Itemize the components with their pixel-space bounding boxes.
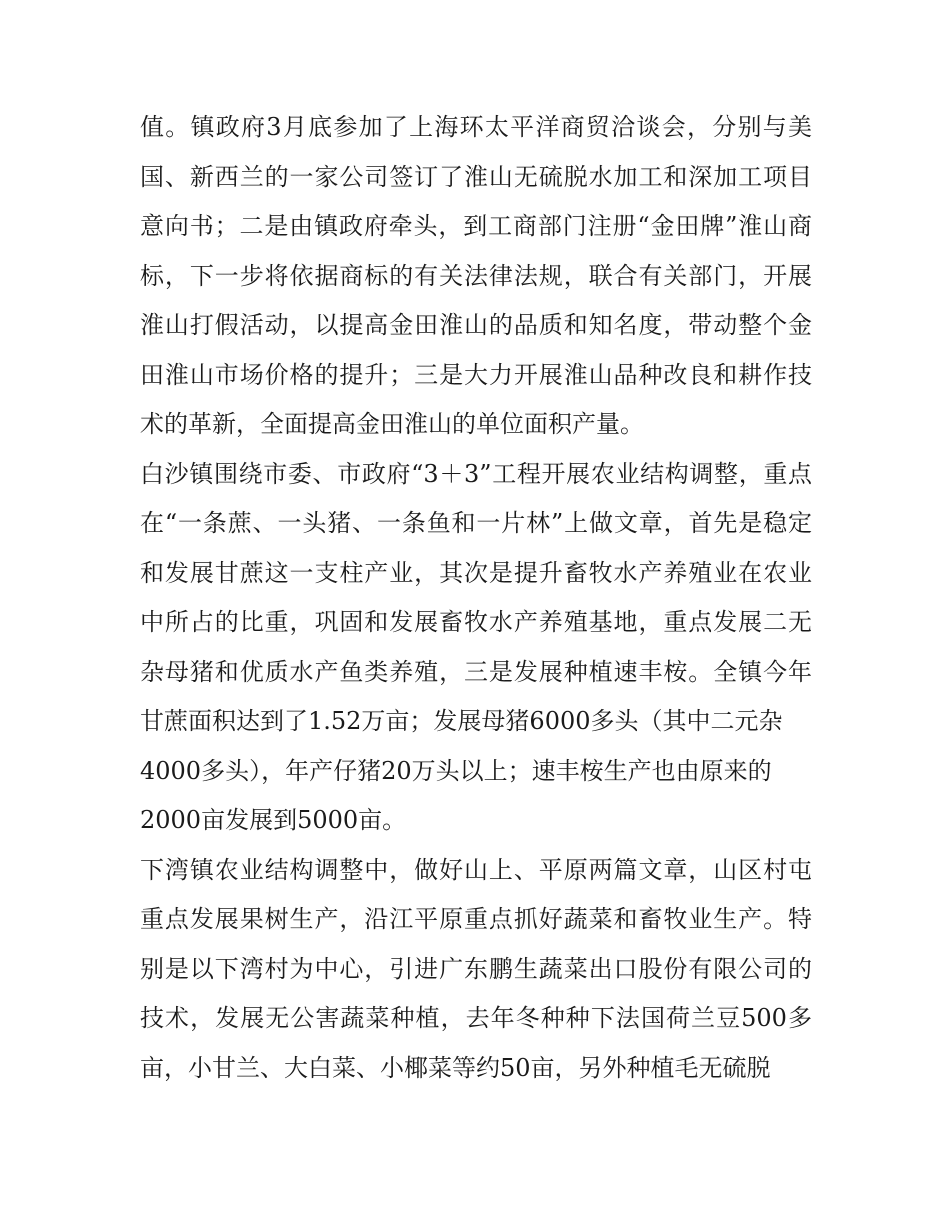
- paragraph-1: [140, 103, 812, 450]
- text-line: 和发展甘蔗这一支柱产业，其次是提升畜牧水产养殖业在农业: [140, 558, 812, 587]
- text-line: 在“一条蔗、一头猪、一条鱼和一片林”上做文章，首先是稳定: [140, 509, 812, 537]
- text-line: 重点发展果树生产，沿江平原重点抓好蔬菜和畜牧业生产。特: [140, 905, 812, 933]
- text-line: 术的革新，全面提高金田淮山的单位面积产量。: [140, 410, 644, 438]
- text-line: 下湾镇农业结构调整中，做好山上、平原两篇文章，山区村屯: [140, 855, 812, 884]
- document-body: [140, 103, 812, 1093]
- text-line: 杂母猪和优质水产鱼类养殖，三是发展种植速丰桉。全镇今年: [140, 657, 812, 686]
- text-line: 田淮山市场价格的提升；三是大力开展淮山品种改良和耕作技: [140, 360, 812, 389]
- text-line: 国、新西兰的一家公司签订了淮山无硫脱水加工和深加工项目: [140, 162, 812, 191]
- text-line: 淮山打假活动，以提高金田淮山的品质和知名度，带动整个金: [140, 311, 812, 339]
- text-line: 4000多头），年产仔猪20万头以上；速丰桉生产也由原来的: [140, 756, 772, 785]
- text-line: 甘蔗面积达到了1.52万亩；发展母猪6000多头（其中二元杂: [140, 707, 783, 735]
- text-line: 意向书；二是由镇政府牵头，到工商部门注册“金田牌”淮山商: [140, 212, 812, 240]
- paragraph-2: [140, 450, 812, 846]
- text-line: 技术，发展无公害蔬菜种植，去年冬种种下法国荷兰豆500多: [140, 1004, 812, 1032]
- text-line: 亩，小甘兰、大白菜、小椰菜等约50亩，另外种植毛无硫脱: [140, 1053, 771, 1082]
- text-line: 别是以下湾村为中心，引进广东鹏生蔬菜出口股份有限公司的: [140, 954, 812, 983]
- text-line: 中所占的比重，巩固和发展畜牧水产养殖基地，重点发展二无: [140, 608, 812, 636]
- text-line: 白沙镇围绕市委、市政府“3＋3”工程开展农业结构调整，重点: [140, 459, 812, 488]
- text-line: 值。镇政府3月底参加了上海环太平洋商贸洽谈会，分别与美: [140, 113, 812, 141]
- text-line: 2000亩发展到5000亩。: [140, 806, 407, 834]
- text-line: 标，下一步将依据商标的有关法律法规，联合有关部门，开展: [140, 261, 812, 290]
- paragraph-3: [140, 846, 812, 1094]
